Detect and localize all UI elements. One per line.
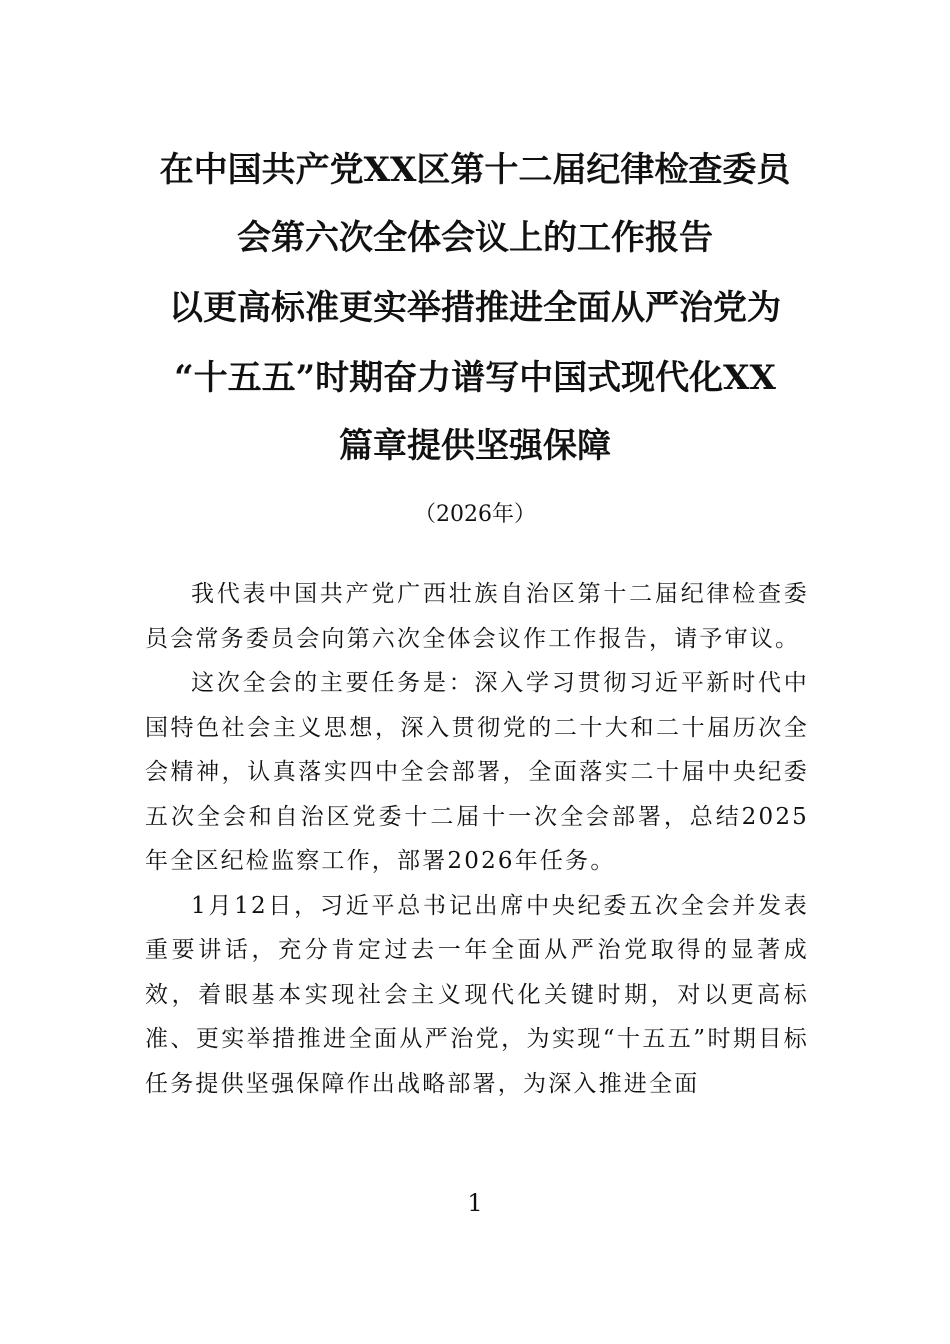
title-line-3: 以更高标准更实举措推进全面从严治党为 — [169, 288, 781, 328]
paragraph-3: 1月12日，习近平总书记出席中央纪委五次全会并发表重要讲话，充分肯定过去一年全面从严治党取得的显著成效，着眼基本实现社会主义现代化关键时期，对以更高标准、更实举措推进全面从严治党，为实现“十五五”时期目标任务提供坚强保障作出战略部署，为深入推进全面 — [145, 892, 809, 1097]
report-title — [120, 150, 830, 490]
title-line-1: 在中国共产党XX区第十二届纪律检查委员 — [159, 150, 791, 190]
title-line-5: 篇章提供坚强保障 — [339, 426, 611, 466]
paragraph-2: 这次全会的主要任务是：深入学习贯彻习近平新时代中国特色社会主义思想，深入贯彻党的二十大和二十届历次全会精神，认真落实四中全会部署，全面落实二十届中央纪委五次全会和自治区党委十二届十一次全会部署，总结2025年全区纪检监察工作，部署2026年任务。 — [145, 670, 809, 874]
paragraph-1: 我代表中国共产党广西壮族自治区第十二届纪律检查委员会常务委员会向第六次全体会议作工作报告，请予审议。 — [145, 581, 809, 652]
page-number: 1 — [467, 1189, 483, 1217]
report-year: （2026年） — [414, 502, 536, 527]
title-line-4: “十五五”时期奋力谱写中国式现代化XX — [174, 358, 776, 398]
title-line-2: 会第六次全体会议上的工作报告 — [237, 218, 713, 258]
report-body — [145, 572, 809, 1106]
